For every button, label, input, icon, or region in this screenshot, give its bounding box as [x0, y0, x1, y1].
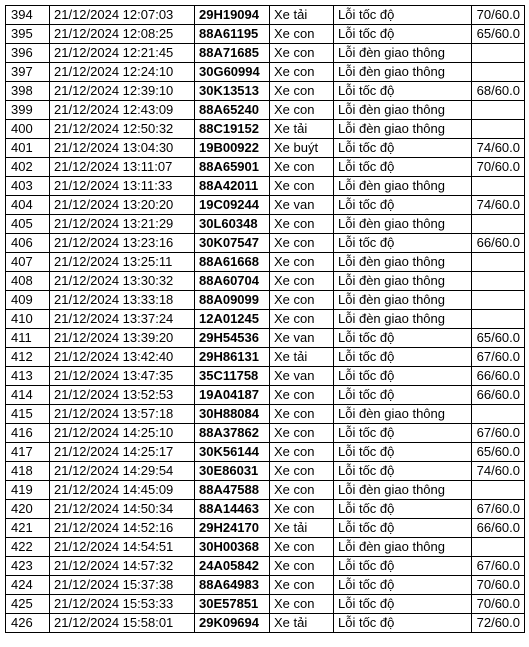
vehicle-type-cell: Xe con: [270, 462, 334, 481]
timestamp-cell: 21/12/2024 13:39:20: [50, 329, 195, 348]
plate-number-cell: 30E86031: [195, 462, 270, 481]
plate-number-cell: 30H88084: [195, 405, 270, 424]
plate-number-cell: 29H19094: [195, 6, 270, 25]
timestamp-cell: 21/12/2024 13:25:11: [50, 253, 195, 272]
timestamp-cell: 21/12/2024 13:37:24: [50, 310, 195, 329]
speed-cell: [472, 272, 525, 291]
violation-type-cell: Lỗi đèn giao thông: [334, 120, 472, 139]
row-number: 424: [6, 576, 50, 595]
plate-number-cell: 29H86131: [195, 348, 270, 367]
row-number: 420: [6, 500, 50, 519]
plate-number-cell: 88A64983: [195, 576, 270, 595]
speed-cell: 65/60.0: [472, 329, 525, 348]
plate-number-cell: 30K07547: [195, 234, 270, 253]
timestamp-cell: 21/12/2024 13:11:33: [50, 177, 195, 196]
vehicle-type-cell: Xe con: [270, 234, 334, 253]
vehicle-type-cell: Xe van: [270, 367, 334, 386]
speed-cell: 70/60.0: [472, 6, 525, 25]
row-number: 411: [6, 329, 50, 348]
violation-type-cell: Lỗi tốc độ: [334, 158, 472, 177]
vehicle-type-cell: Xe con: [270, 500, 334, 519]
vehicle-type-cell: Xe tải: [270, 348, 334, 367]
row-number: 422: [6, 538, 50, 557]
vehicle-type-cell: Xe con: [270, 386, 334, 405]
speed-cell: [472, 538, 525, 557]
plate-number-cell: 88A60704: [195, 272, 270, 291]
violation-type-cell: Lỗi đèn giao thông: [334, 44, 472, 63]
table-row: [6, 595, 525, 614]
row-number: 405: [6, 215, 50, 234]
speed-cell: [472, 405, 525, 424]
speed-cell: [472, 120, 525, 139]
violation-type-cell: Lỗi tốc độ: [334, 329, 472, 348]
vehicle-type-cell: Xe con: [270, 253, 334, 272]
plate-number-cell: 88A65901: [195, 158, 270, 177]
violation-type-cell: Lỗi tốc độ: [334, 386, 472, 405]
speed-cell: 70/60.0: [472, 158, 525, 177]
speed-cell: [472, 291, 525, 310]
speed-cell: [472, 177, 525, 196]
plate-number-cell: 30G60994: [195, 63, 270, 82]
timestamp-cell: 21/12/2024 14:57:32: [50, 557, 195, 576]
violation-table: [5, 5, 525, 633]
timestamp-cell: 21/12/2024 12:39:10: [50, 82, 195, 101]
table-row: [6, 405, 525, 424]
plate-number-cell: 88C19152: [195, 120, 270, 139]
row-number: 414: [6, 386, 50, 405]
violation-type-cell: Lỗi đèn giao thông: [334, 405, 472, 424]
plate-number-cell: 30K13513: [195, 82, 270, 101]
timestamp-cell: 21/12/2024 13:30:32: [50, 272, 195, 291]
table-row: [6, 481, 525, 500]
plate-number-cell: 29K09694: [195, 614, 270, 633]
vehicle-type-cell: Xe con: [270, 158, 334, 177]
row-number: 402: [6, 158, 50, 177]
plate-number-cell: 19B00922: [195, 139, 270, 158]
violation-type-cell: Lỗi tốc độ: [334, 576, 472, 595]
row-number: 415: [6, 405, 50, 424]
row-number: 409: [6, 291, 50, 310]
violation-type-cell: Lỗi tốc độ: [334, 139, 472, 158]
violation-type-cell: Lỗi tốc độ: [334, 424, 472, 443]
violation-type-cell: Lỗi đèn giao thông: [334, 272, 472, 291]
row-number: 397: [6, 63, 50, 82]
row-number: 416: [6, 424, 50, 443]
row-number: 401: [6, 139, 50, 158]
violation-type-cell: Lỗi tốc độ: [334, 443, 472, 462]
plate-number-cell: 88A71685: [195, 44, 270, 63]
timestamp-cell: 21/12/2024 13:11:07: [50, 158, 195, 177]
violation-type-cell: Lỗi tốc độ: [334, 234, 472, 253]
speed-cell: 74/60.0: [472, 462, 525, 481]
table-row: [6, 158, 525, 177]
vehicle-type-cell: Xe con: [270, 576, 334, 595]
timestamp-cell: 21/12/2024 14:29:54: [50, 462, 195, 481]
timestamp-cell: 21/12/2024 13:04:30: [50, 139, 195, 158]
row-number: 423: [6, 557, 50, 576]
table-row: [6, 63, 525, 82]
row-number: 408: [6, 272, 50, 291]
speed-cell: 68/60.0: [472, 82, 525, 101]
table-row: [6, 576, 525, 595]
row-number: 404: [6, 196, 50, 215]
table-row: [6, 519, 525, 538]
vehicle-type-cell: Xe con: [270, 177, 334, 196]
timestamp-cell: 21/12/2024 15:53:33: [50, 595, 195, 614]
timestamp-cell: 21/12/2024 14:52:16: [50, 519, 195, 538]
timestamp-cell: 21/12/2024 14:45:09: [50, 481, 195, 500]
row-number: 398: [6, 82, 50, 101]
timestamp-cell: 21/12/2024 12:07:03: [50, 6, 195, 25]
speed-cell: [472, 481, 525, 500]
plate-number-cell: 88A42011: [195, 177, 270, 196]
row-number: 417: [6, 443, 50, 462]
vehicle-type-cell: Xe con: [270, 44, 334, 63]
table-row: [6, 44, 525, 63]
row-number: 395: [6, 25, 50, 44]
row-number: 410: [6, 310, 50, 329]
vehicle-type-cell: Xe tải: [270, 120, 334, 139]
violation-type-cell: Lỗi đèn giao thông: [334, 177, 472, 196]
timestamp-cell: 21/12/2024 13:52:53: [50, 386, 195, 405]
violation-type-cell: Lỗi đèn giao thông: [334, 538, 472, 557]
timestamp-cell: 21/12/2024 14:25:17: [50, 443, 195, 462]
table-row: [6, 557, 525, 576]
violation-type-cell: Lỗi đèn giao thông: [334, 215, 472, 234]
row-number: 419: [6, 481, 50, 500]
row-number: 412: [6, 348, 50, 367]
table-row: [6, 291, 525, 310]
speed-cell: [472, 215, 525, 234]
table-row: [6, 329, 525, 348]
plate-number-cell: 88A61668: [195, 253, 270, 272]
table-row: [6, 272, 525, 291]
violation-type-cell: Lỗi đèn giao thông: [334, 481, 472, 500]
row-number: 421: [6, 519, 50, 538]
table-row: [6, 25, 525, 44]
violation-type-cell: Lỗi tốc độ: [334, 25, 472, 44]
table-row: [6, 101, 525, 120]
table-row: [6, 234, 525, 253]
vehicle-type-cell: Xe con: [270, 557, 334, 576]
violation-type-cell: Lỗi tốc độ: [334, 595, 472, 614]
table-row: [6, 367, 525, 386]
speed-cell: 66/60.0: [472, 519, 525, 538]
violation-type-cell: Lỗi tốc độ: [334, 557, 472, 576]
violation-type-cell: Lỗi tốc độ: [334, 614, 472, 633]
plate-number-cell: 88A37862: [195, 424, 270, 443]
vehicle-type-cell: Xe tải: [270, 519, 334, 538]
timestamp-cell: 21/12/2024 15:58:01: [50, 614, 195, 633]
violation-table-body: [6, 6, 525, 633]
table-row: [6, 196, 525, 215]
speed-cell: 74/60.0: [472, 196, 525, 215]
speed-cell: 67/60.0: [472, 424, 525, 443]
timestamp-cell: 21/12/2024 13:57:18: [50, 405, 195, 424]
vehicle-type-cell: Xe con: [270, 272, 334, 291]
table-row: [6, 177, 525, 196]
vehicle-type-cell: Xe con: [270, 443, 334, 462]
vehicle-type-cell: Xe con: [270, 215, 334, 234]
timestamp-cell: 21/12/2024 14:54:51: [50, 538, 195, 557]
vehicle-type-cell: Xe con: [270, 101, 334, 120]
plate-number-cell: 24A05842: [195, 557, 270, 576]
table-row: [6, 120, 525, 139]
speed-cell: 66/60.0: [472, 234, 525, 253]
violation-type-cell: Lỗi đèn giao thông: [334, 253, 472, 272]
speed-cell: [472, 101, 525, 120]
table-row: [6, 538, 525, 557]
vehicle-type-cell: Xe con: [270, 25, 334, 44]
timestamp-cell: 21/12/2024 13:23:16: [50, 234, 195, 253]
vehicle-type-cell: Xe con: [270, 291, 334, 310]
table-row: [6, 82, 525, 101]
timestamp-cell: 21/12/2024 12:08:25: [50, 25, 195, 44]
plate-number-cell: 35C11758: [195, 367, 270, 386]
row-number: 406: [6, 234, 50, 253]
table-row: [6, 348, 525, 367]
row-number: 407: [6, 253, 50, 272]
timestamp-cell: 21/12/2024 12:43:09: [50, 101, 195, 120]
vehicle-type-cell: Xe con: [270, 481, 334, 500]
plate-number-cell: 30K56144: [195, 443, 270, 462]
speed-cell: 65/60.0: [472, 25, 525, 44]
row-number: 425: [6, 595, 50, 614]
speed-cell: 65/60.0: [472, 443, 525, 462]
violation-table-sheet: [5, 5, 525, 633]
speed-cell: 70/60.0: [472, 595, 525, 614]
speed-cell: 66/60.0: [472, 386, 525, 405]
vehicle-type-cell: Xe buýt: [270, 139, 334, 158]
row-number: 403: [6, 177, 50, 196]
table-row: [6, 310, 525, 329]
speed-cell: 72/60.0: [472, 614, 525, 633]
violation-type-cell: Lỗi đèn giao thông: [334, 291, 472, 310]
speed-cell: 67/60.0: [472, 557, 525, 576]
table-row: [6, 253, 525, 272]
timestamp-cell: 21/12/2024 13:20:20: [50, 196, 195, 215]
plate-number-cell: 30L60348: [195, 215, 270, 234]
vehicle-type-cell: Xe con: [270, 538, 334, 557]
plate-number-cell: 12A01245: [195, 310, 270, 329]
violation-type-cell: Lỗi đèn giao thông: [334, 310, 472, 329]
speed-cell: 74/60.0: [472, 139, 525, 158]
violation-type-cell: Lỗi tốc độ: [334, 196, 472, 215]
violation-type-cell: Lỗi tốc độ: [334, 519, 472, 538]
vehicle-type-cell: Xe con: [270, 405, 334, 424]
timestamp-cell: 21/12/2024 15:37:38: [50, 576, 195, 595]
timestamp-cell: 21/12/2024 12:50:32: [50, 120, 195, 139]
timestamp-cell: 21/12/2024 13:47:35: [50, 367, 195, 386]
plate-number-cell: 88A61195: [195, 25, 270, 44]
timestamp-cell: 21/12/2024 14:25:10: [50, 424, 195, 443]
table-row: [6, 500, 525, 519]
timestamp-cell: 21/12/2024 13:21:29: [50, 215, 195, 234]
vehicle-type-cell: Xe con: [270, 310, 334, 329]
table-row: [6, 462, 525, 481]
speed-cell: [472, 63, 525, 82]
row-number: 413: [6, 367, 50, 386]
plate-number-cell: 88A14463: [195, 500, 270, 519]
plate-number-cell: 29H24170: [195, 519, 270, 538]
plate-number-cell: 88A47588: [195, 481, 270, 500]
vehicle-type-cell: Xe con: [270, 595, 334, 614]
violation-type-cell: Lỗi đèn giao thông: [334, 101, 472, 120]
speed-cell: [472, 253, 525, 272]
table-row: [6, 614, 525, 633]
timestamp-cell: 21/12/2024 14:50:34: [50, 500, 195, 519]
speed-cell: 70/60.0: [472, 576, 525, 595]
table-row: [6, 139, 525, 158]
row-number: 418: [6, 462, 50, 481]
violation-type-cell: Lỗi tốc độ: [334, 500, 472, 519]
row-number: 394: [6, 6, 50, 25]
violation-type-cell: Lỗi tốc độ: [334, 82, 472, 101]
timestamp-cell: 21/12/2024 12:24:10: [50, 63, 195, 82]
table-row: [6, 386, 525, 405]
row-number: 396: [6, 44, 50, 63]
table-row: [6, 215, 525, 234]
plate-number-cell: 19C09244: [195, 196, 270, 215]
plate-number-cell: 88A65240: [195, 101, 270, 120]
row-number: 399: [6, 101, 50, 120]
vehicle-type-cell: Xe van: [270, 329, 334, 348]
table-row: [6, 443, 525, 462]
row-number: 426: [6, 614, 50, 633]
plate-number-cell: 29H54536: [195, 329, 270, 348]
violation-type-cell: Lỗi tốc độ: [334, 367, 472, 386]
violation-type-cell: Lỗi tốc độ: [334, 348, 472, 367]
vehicle-type-cell: Xe con: [270, 82, 334, 101]
speed-cell: 67/60.0: [472, 500, 525, 519]
timestamp-cell: 21/12/2024 12:21:45: [50, 44, 195, 63]
violation-type-cell: Lỗi tốc độ: [334, 462, 472, 481]
speed-cell: [472, 44, 525, 63]
vehicle-type-cell: Xe con: [270, 424, 334, 443]
plate-number-cell: 30H00368: [195, 538, 270, 557]
timestamp-cell: 21/12/2024 13:42:40: [50, 348, 195, 367]
plate-number-cell: 30E57851: [195, 595, 270, 614]
vehicle-type-cell: Xe tải: [270, 614, 334, 633]
table-row: [6, 6, 525, 25]
plate-number-cell: 19A04187: [195, 386, 270, 405]
speed-cell: 66/60.0: [472, 367, 525, 386]
vehicle-type-cell: Xe tải: [270, 6, 334, 25]
vehicle-type-cell: Xe con: [270, 63, 334, 82]
violation-type-cell: Lỗi tốc độ: [334, 6, 472, 25]
speed-cell: [472, 310, 525, 329]
plate-number-cell: 88A09099: [195, 291, 270, 310]
violation-type-cell: Lỗi đèn giao thông: [334, 63, 472, 82]
vehicle-type-cell: Xe van: [270, 196, 334, 215]
timestamp-cell: 21/12/2024 13:33:18: [50, 291, 195, 310]
row-number: 400: [6, 120, 50, 139]
table-row: [6, 424, 525, 443]
speed-cell: 67/60.0: [472, 348, 525, 367]
